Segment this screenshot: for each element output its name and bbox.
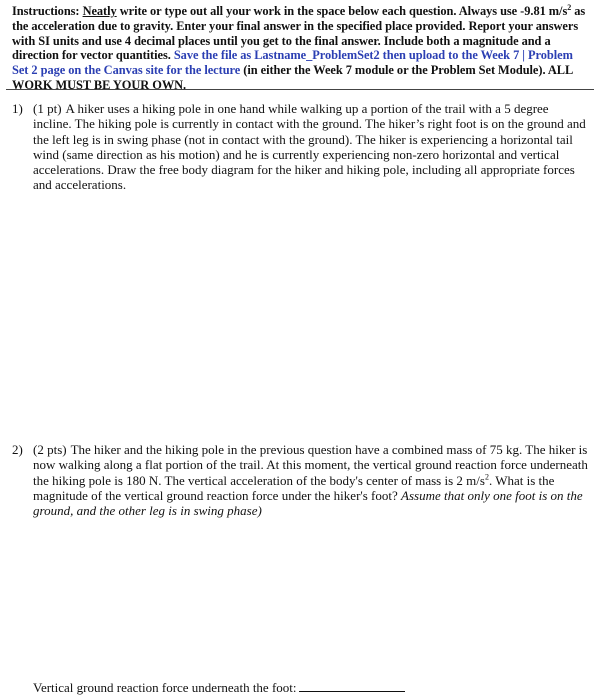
instructions-lead: Instructions: [12,4,83,18]
question-2-sup: 2 [484,472,489,482]
question-2-text-italic: Assume that only one foot is on the ground, and the other leg is in swing phase) [33,487,583,519]
question-1-points: (1 pt) [33,101,62,116]
question-2-points: (2 pts) [33,442,67,457]
answer-label: Vertical ground reaction force underneath the foot: [33,680,297,695]
instructions-part2: as the acceleration due to gravity. Enter your final answer in the specified place provided. Report your answers with SI units and use 4 decimal places until you get to the final answer. Include both a magnitude and a direction for vector quantities. [12,4,586,63]
divider [6,89,594,90]
question-2-text-a: The hiker and the hiking pole in the previous question have a combined mass of 75 kg. The hiker is now walking along a flat portion of the trail. At this moment, the vertical ground reaction force underneath the hiking pole is 180 N. The vertical acceleration of the body's center of mass is 2 m/s [33,442,588,488]
instructions-block [12,4,588,93]
question-2-text-b: . What is the magnitude of the vertical ground reaction force under the hiker's foot? [33,472,555,503]
question-1 [12,101,588,193]
question-1-text: A hiker uses a hiking pole in one hand while walking up a portion of the trail with a 5 degree incline. The hiking pole is currently in contact with the ground. The hiker’s right foot is on the ground and the left leg is in swing phase (not in contact with the ground). The hiker is experiencing a horizontal tail wind (same direction as his motion) and he is currently experiencing non-zero horizontal and vertical accelerations. Draw the free body diagram for the hiker and hiking pole, including all appropriate forces and accelerations. [33,101,586,193]
question-1-number: 1) [12,101,23,116]
instructions-part3: (in either the Week 7 module or the Problem Set Module). ALL WORK MUST BE YOUR OWN. [12,63,573,92]
instructions-neatly: Neatly [82,4,117,18]
question-2-number: 2) [12,442,23,457]
question-2 [12,442,588,518]
answer-line [33,680,405,695]
instructions-sup: 2 [567,2,572,12]
answer-blank[interactable] [299,680,405,692]
question-2-body [33,442,588,518]
instructions-submission-note: Save the file as Lastname_ProblemSet2 then upload to the Week 7 | Problem Set 2 page on the Canvas site for the lecture [12,48,573,78]
question-1-body [33,101,588,193]
instructions-part1: write or type out all your work in the space below each question. Always use -9.81 m/s [116,4,568,18]
